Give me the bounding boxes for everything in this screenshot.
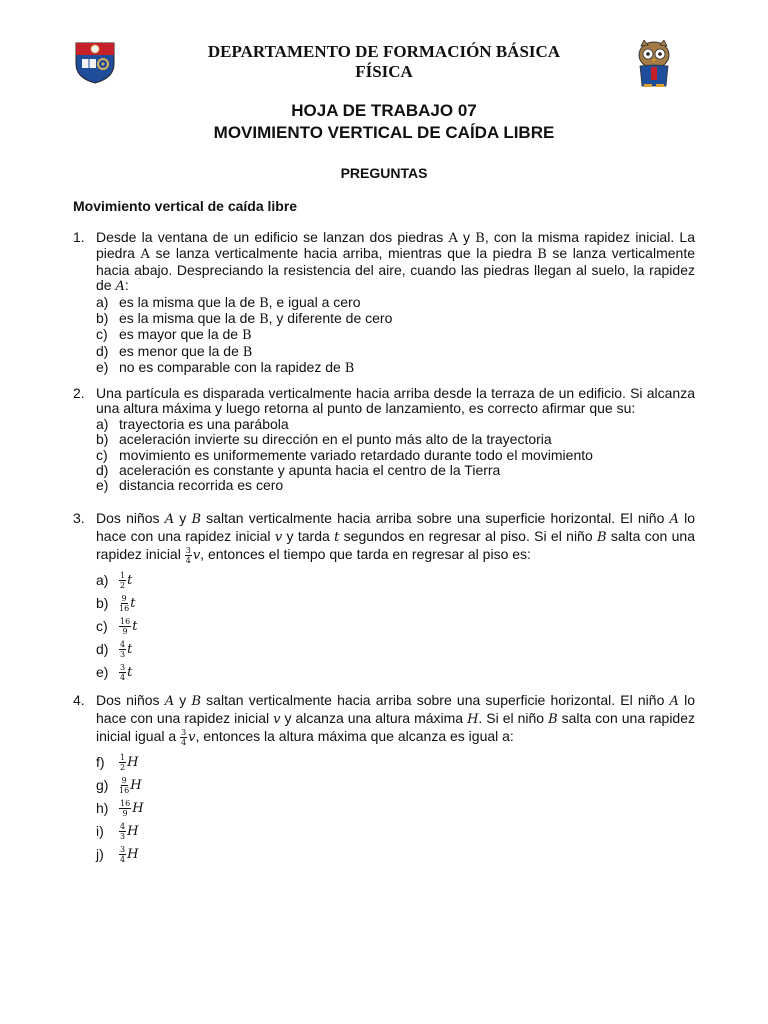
question-text: Dos niños A y B saltan verticalmente hacia arriba sobre una superficie horizontal. El niño A lo hace con una rapidez inicial v y tarda t segundos en regresar al piso. Si el niño B salta con una rapidez inicial $\frac{3}{4}$ v, entonces el tiempo que tarda en regresar al piso es: bbox=[96, 510, 695, 565]
question-3 bbox=[73, 510, 695, 684]
question-text: Una partícula es disparada verticalmente hacia arriba desde la terraza de un edificio. Si alcanza una altura máxima y luego retorna al punto de lanzamiento, es correcto afirmar que su: bbox=[96, 385, 695, 417]
document-title bbox=[0, 100, 768, 144]
answer-options bbox=[96, 751, 695, 866]
answer-option: b) 9 16 t bbox=[96, 594, 136, 613]
department-name: DEPARTAMENTO DE FORMACIÓN BÁSICA bbox=[207, 42, 561, 61]
answer-option: b) es la misma que la de B, y diferente de cero bbox=[96, 310, 393, 328]
answer-option: g) 9 16 H bbox=[96, 776, 142, 795]
question-text: Desde la ventana de un edificio se lanzan dos piedras A y B, con la misma rapidez inicial. La piedra A se lanza verticalmente hacia arriba, mientras que la piedra B se lanza verticalmente hacia abajo. Despreciando la resistencia del aire, cuando las piedras llegan al suelo, la rapidez de A: bbox=[96, 229, 695, 295]
answer-option: j) 3 4 H bbox=[96, 845, 139, 864]
topic-title: MOVIMIENTO VERTICAL DE CAÍDA LIBRE bbox=[213, 123, 555, 142]
answer-options bbox=[96, 569, 695, 684]
fraction: $\frac{3}{4}$ bbox=[181, 728, 187, 747]
section-heading: PREGUNTAS bbox=[340, 165, 428, 181]
answer-option: d) es menor que la de B bbox=[96, 342, 253, 360]
worksheet-title: HOJA DE TRABAJO 07 bbox=[291, 101, 477, 120]
answer-option: d) 4 3 t bbox=[96, 640, 133, 659]
answer-option: e) distancia recorrida es cero bbox=[96, 477, 284, 494]
question-number: 1. bbox=[73, 229, 85, 245]
answer-option: d) aceleración es constante y apunta hacia el centro de la Tierra bbox=[96, 462, 501, 479]
fraction: $\frac{3}{4}$ bbox=[185, 546, 191, 565]
question-number: 3. bbox=[73, 510, 85, 526]
question-4 bbox=[73, 692, 695, 866]
answer-option: b) aceleración invierte su dirección en el punto más alto de la trayectoria bbox=[96, 431, 552, 448]
subsection-heading: Movimiento vertical de caída libre bbox=[73, 198, 298, 214]
question-number: 2. bbox=[73, 385, 85, 401]
answer-option: e) 3 4 t bbox=[96, 663, 133, 682]
answer-options bbox=[96, 417, 695, 494]
question-text: Dos niños A y B saltan verticalmente hacia arriba sobre una superficie horizontal. El niño A lo hace con una rapidez inicial v y alcanza una altura máxima H. Si el niño B salta con una rapidez inicial igual a $\frac{3}{4}$ v, entonces la altura máxima que alcanza es igual a: bbox=[96, 692, 696, 747]
answer-option: c) 16 9 t bbox=[96, 617, 138, 636]
question-2 bbox=[73, 386, 695, 494]
answer-option: a) 1 2 t bbox=[96, 571, 133, 590]
department-header bbox=[0, 42, 768, 82]
question-number: 4. bbox=[73, 692, 85, 708]
answer-options bbox=[96, 295, 695, 377]
answer-option: a) es la misma que la de B, e igual a cero bbox=[96, 293, 361, 311]
question-1 bbox=[73, 230, 695, 377]
answer-option: i) 4 3 H bbox=[96, 822, 139, 841]
answer-option: a) trayectoria es una parábola bbox=[96, 415, 289, 432]
answer-option: e) no es comparable con la rapidez de B bbox=[96, 359, 355, 377]
subject-name: FÍSICA bbox=[355, 62, 413, 81]
answer-option: c) movimiento es uniformemente variado retardado durante todo el movimiento bbox=[96, 446, 593, 463]
answer-option: f) 1 2 H bbox=[96, 753, 139, 772]
answer-option: c) es mayor que la de B bbox=[96, 326, 252, 344]
answer-option: h) 16 9 H bbox=[96, 799, 144, 818]
